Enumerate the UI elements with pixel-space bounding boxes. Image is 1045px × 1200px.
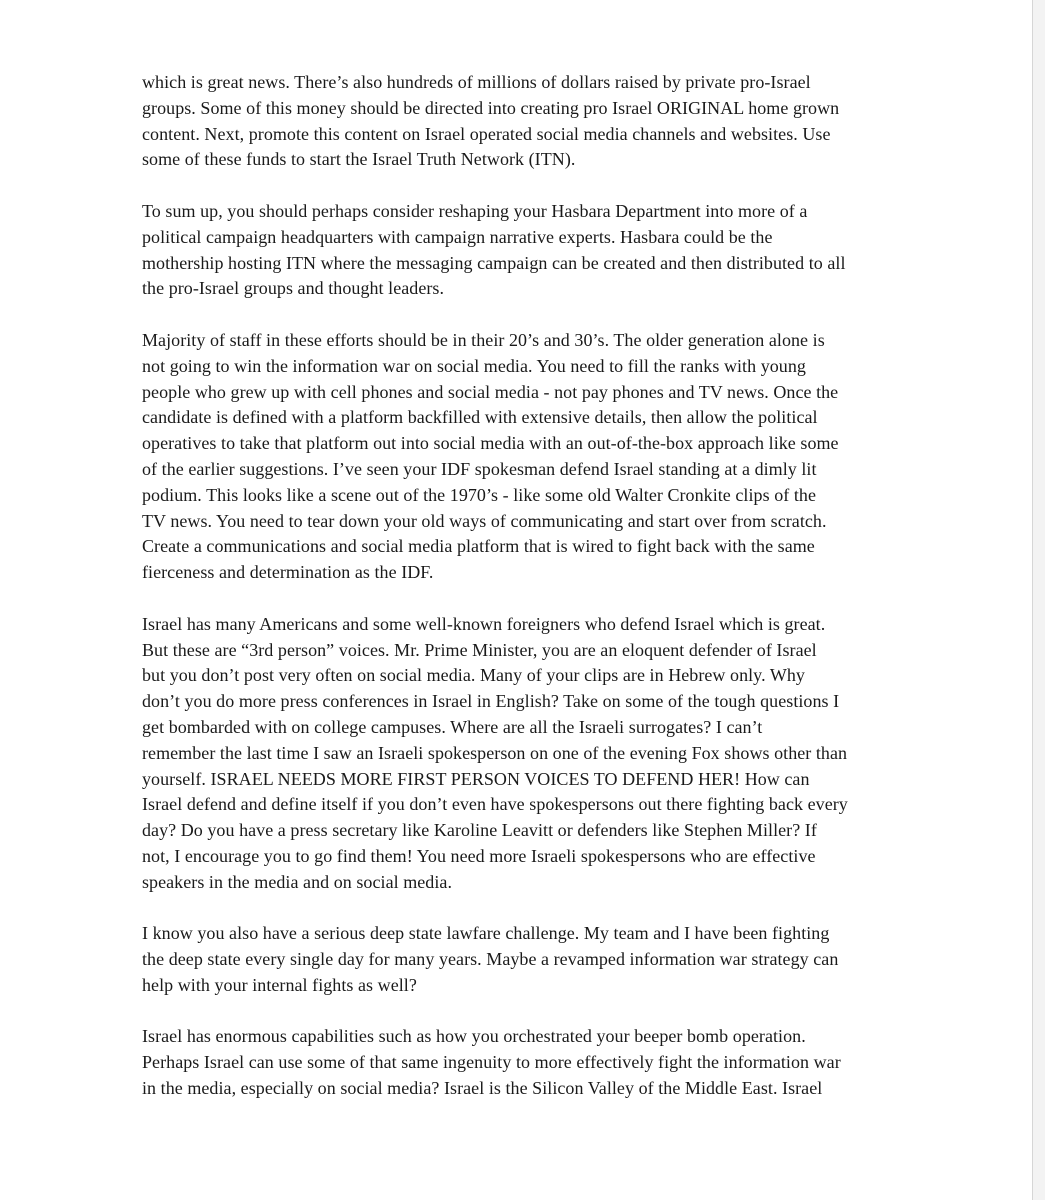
text-line: not, I encourage you to go find them! You need more Israeli spokespersons who are effective	[142, 845, 816, 866]
paragraph	[142, 921, 912, 998]
text-line: day? Do you have a press secretary like Karoline Leavitt or defenders like Stephen Miller? If	[142, 820, 817, 841]
text-line: of the earlier suggestions. I’ve seen your IDF spokesman defend Israel standing at a dimly lit	[142, 458, 817, 479]
text-line: which is great news. There’s also hundreds of millions of dollars raised by private pro-Israel	[142, 72, 811, 92]
text-line: But these are “3rd person” voices. Mr. Prime Minister, you are an eloquent defender of Israel	[142, 639, 817, 660]
text-line: mothership hosting ITN where the messaging campaign can be created and then distributed to all	[142, 252, 846, 273]
text-line: candidate is defined with a platform backfilled with extensive details, then allow the political	[142, 407, 818, 428]
text-line: people who grew up with cell phones and social media - not pay phones and TV news. Once the	[142, 381, 839, 402]
text-line: political campaign headquarters with campaign narrative experts. Hasbara could be the	[142, 226, 773, 247]
text-line: but you don’t post very often on social media. Many of your clips are in Hebrew only. Why	[142, 665, 805, 686]
paragraph	[142, 612, 912, 896]
text-line: Create a communications and social media platform that is wired to fight back with the same	[142, 536, 815, 557]
text-line: podium. This looks like a scene out of the 1970’s - like some old Walter Cronkite clips of the	[142, 484, 816, 505]
text-line: Israel defend and define itself if you don’t even have spokespersons out there fighting back every	[142, 794, 848, 815]
text-line: in the media, especially on social media? Israel is the Silicon Valley of the Middle East. Israel	[142, 1078, 823, 1099]
text-line: remember the last time I saw an Israeli spokesperson on one of the evening Fox shows other than	[142, 742, 848, 763]
text-line: the deep state every single day for many years. Maybe a revamped information war strategy can	[142, 949, 839, 970]
text-line: I know you also have a serious deep state lawfare challenge. My team and I have been fighting	[142, 923, 830, 944]
text-line: To sum up, you should perhaps consider reshaping your Hasbara Department into more of a	[142, 200, 808, 221]
text-line: help with your internal fights as well?	[142, 974, 417, 995]
text-line: some of these funds to start the Israel Truth Network (ITN).	[142, 149, 576, 170]
text-line: get bombarded with on college campuses. Where are all the Israeli surrogates? I can’t	[142, 716, 763, 737]
text-line: operatives to take that platform out into social media with an out-of-the-box approach like some	[142, 433, 839, 454]
text-line: fierceness and determination as the IDF.	[142, 562, 434, 583]
paragraph	[142, 328, 912, 586]
text-line: Israel has many Americans and some well-known foreigners who defend Israel which is great.	[142, 613, 826, 634]
text-line: groups. Some of this money should be directed into creating pro Israel ORIGINAL home grown	[142, 97, 840, 118]
text-line: the pro-Israel groups and thought leaders.	[142, 278, 445, 299]
paragraph	[142, 199, 912, 302]
document-body	[142, 70, 912, 1128]
paragraph	[142, 70, 912, 173]
text-line: yourself. ISRAEL NEEDS MORE FIRST PERSON VOICES TO DEFEND HER! How can	[142, 768, 810, 789]
text-line: Majority of staff in these efforts should be in their 20’s and 30’s. The older generation alone is	[142, 329, 825, 350]
text-line: TV news. You need to tear down your old ways of communicating and start over from scratch.	[142, 510, 827, 531]
text-line: speakers in the media and on social media.	[142, 871, 452, 892]
text-line: Israel has enormous capabilities such as how you orchestrated your beeper bomb operation.	[142, 1026, 806, 1047]
text-line: Perhaps Israel can use some of that same ingenuity to more effectively fight the information war	[142, 1052, 841, 1073]
text-line: don’t you do more press conferences in Israel in English? Take on some of the tough questions I	[142, 691, 840, 712]
text-line: content. Next, promote this content on Israel operated social media channels and websites. Use	[142, 123, 831, 144]
paragraph	[142, 1024, 912, 1101]
text-line: not going to win the information war on social media. You need to fill the ranks with young	[142, 355, 806, 376]
